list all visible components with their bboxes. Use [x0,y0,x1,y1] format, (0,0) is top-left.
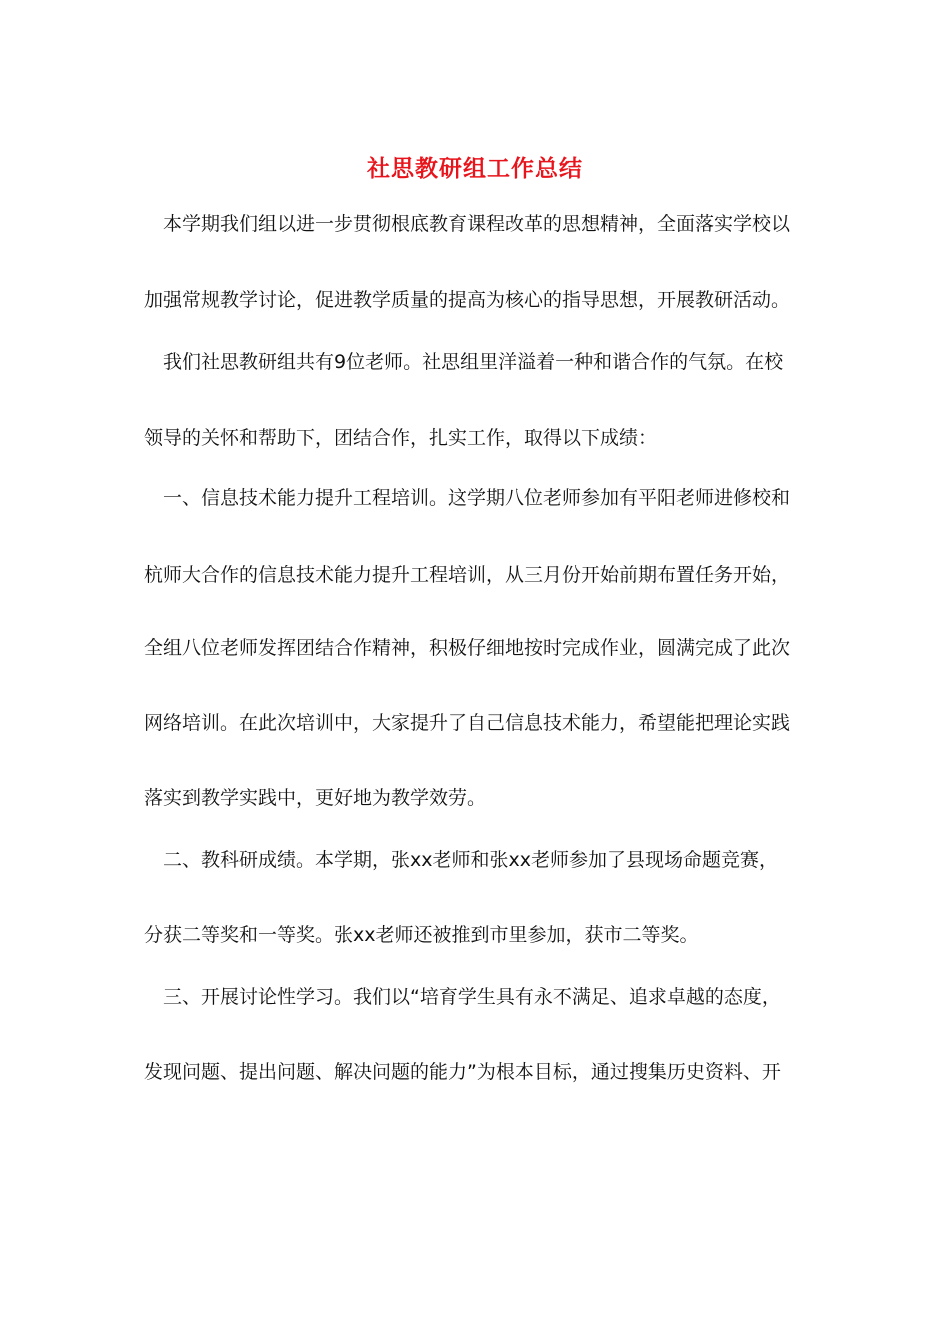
paragraph-3-line-4: 网络培训。在此次培训中，大家提升了自己信息技术能力，希望能把理论实践 [144,712,791,734]
paragraph-5-line-1: 三、开展讨论性学习。我们以“培育学生具有永不满足、追求卓越的态度， [163,986,781,1008]
paragraph-4-line-2: 分获二等奖和一等奖。张xx老师还被推到市里参加，获市二等奖。 [144,924,699,946]
document-title: 社思教研组工作总结 [367,155,583,182]
paragraph-1-line-2: 加强常规教学讨论，促进教学质量的提高为核心的指导思想，开展教研活动。 [144,289,791,311]
paragraph-5-line-2: 发现问题、提出问题、解决问题的能力”为根本目标，通过搜集历史资料、开 [144,1061,781,1083]
paragraph-3-line-5: 落实到教学实践中，更好地为教学效劳。 [144,787,487,809]
paragraph-3-line-2: 杭师大合作的信息技术能力提升工程培训，从三月份开始前期布置任务开始， [144,564,791,586]
paragraph-2-line-2: 领导的关怀和帮助下，团结合作，扎实工作，取得以下成绩： [144,427,658,449]
paragraph-1-line-1: 本学期我们组以进一步贯彻根底教育课程改革的思想精神，全面落实学校以 [163,213,791,235]
paragraph-3-line-3: 全组八位老师发挥团结合作精神，积极仔细地按时完成作业，圆满完成了此次 [144,637,791,659]
paragraph-2-line-1: 我们社思教研组共有9位老师。社思组里洋溢着一种和谐合作的气氛。在校 [163,351,784,373]
paragraph-3-line-1: 一、信息技术能力提升工程培训。这学期八位老师参加有平阳老师进修校和 [163,487,791,509]
paragraph-4-line-1: 二、教科研成绩。本学期，张xx老师和张xx老师参加了县现场命题竞赛， [163,849,778,871]
